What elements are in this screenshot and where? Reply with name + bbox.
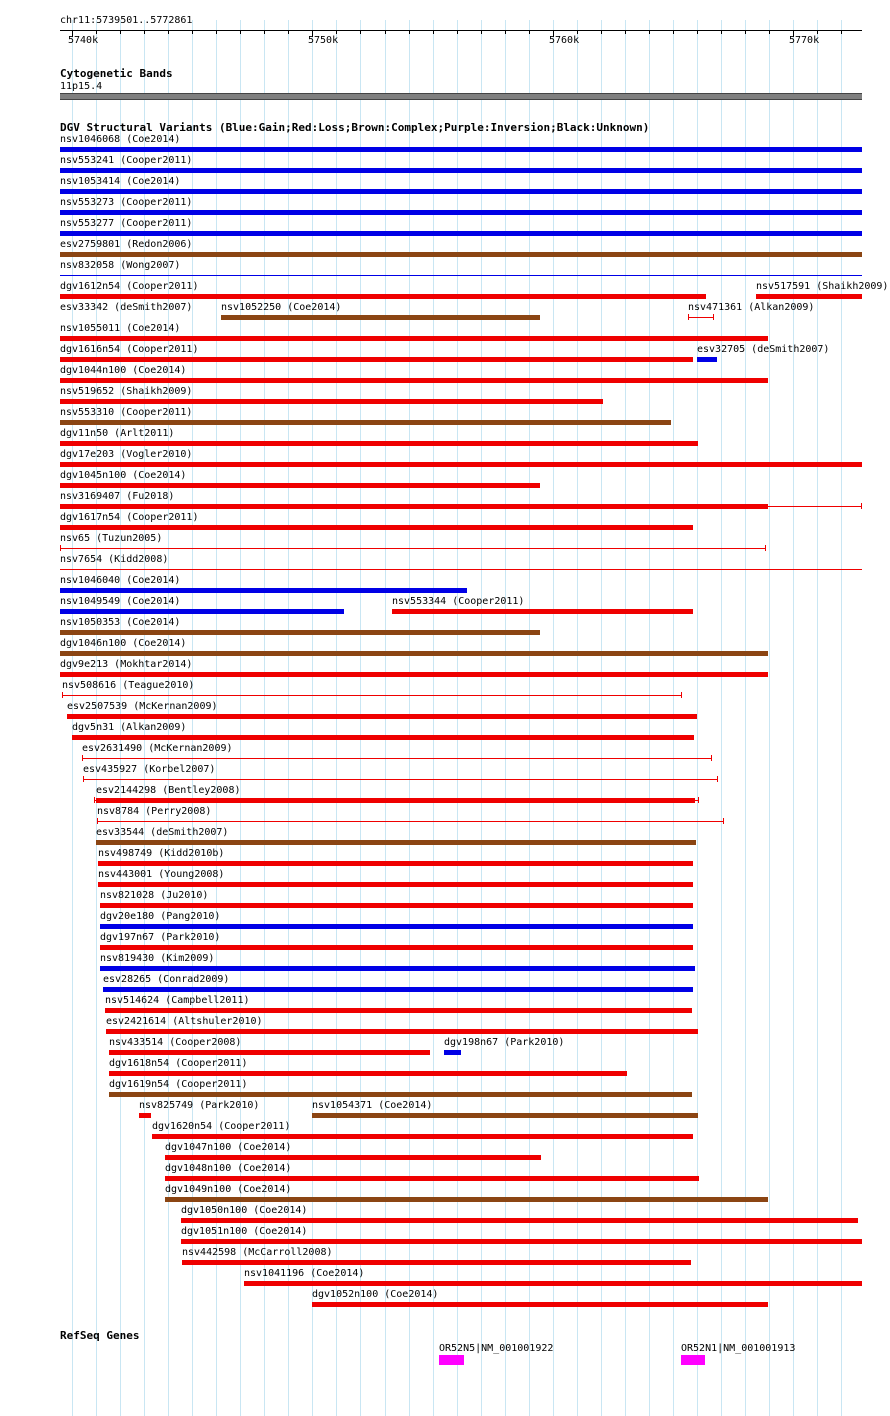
variant-label: nsv553310 (Cooper2011) bbox=[60, 407, 193, 418]
variant-line[interactable] bbox=[60, 275, 862, 276]
variant-label: esv32705 (deSmith2007) bbox=[697, 344, 830, 355]
ruler-minor-tick bbox=[505, 30, 506, 34]
variant-label: nsv821028 (Ju2010) bbox=[100, 890, 209, 901]
ruler-minor-tick bbox=[168, 30, 169, 34]
variant-label: nsv553241 (Cooper2011) bbox=[60, 155, 193, 166]
variant-extension-line bbox=[768, 506, 861, 507]
variant-end-cap bbox=[97, 818, 98, 824]
variant-label: dgv1612n54 (Cooper2011) bbox=[60, 281, 199, 292]
variant-label: dgv198n67 (Park2010) bbox=[444, 1037, 565, 1048]
ruler-minor-tick bbox=[336, 30, 337, 34]
variant-end-cap bbox=[713, 314, 714, 320]
variant-label: esv2507539 (McKernan2009) bbox=[67, 701, 218, 712]
variant-bar[interactable] bbox=[165, 1197, 768, 1202]
variant-label: dgv1046n100 (Coe2014) bbox=[60, 638, 187, 649]
grid-line bbox=[817, 20, 818, 1416]
variant-bar[interactable] bbox=[152, 1134, 693, 1139]
ruler-minor-tick bbox=[144, 30, 145, 34]
variant-label: nsv442598 (McCarroll2008) bbox=[182, 1247, 333, 1258]
variant-bar[interactable] bbox=[100, 966, 695, 971]
ruler-minor-tick bbox=[288, 30, 289, 34]
variant-bar[interactable] bbox=[103, 987, 693, 992]
variant-label: nsv553277 (Cooper2011) bbox=[60, 218, 193, 229]
variant-label: esv2421614 (Altshuler2010) bbox=[106, 1016, 263, 1027]
variant-bar[interactable] bbox=[98, 861, 693, 866]
variant-label: nsv1049549 (Coe2014) bbox=[60, 596, 181, 607]
ruler-tick-label: 5770k bbox=[789, 35, 820, 46]
variant-label: esv435927 (Korbel2007) bbox=[83, 764, 216, 775]
variant-bar[interactable] bbox=[392, 609, 693, 614]
variant-bar[interactable] bbox=[60, 609, 344, 614]
ruler-minor-tick bbox=[481, 30, 482, 34]
variant-bar[interactable] bbox=[139, 1113, 151, 1118]
variant-bar[interactable] bbox=[221, 315, 540, 320]
variant-bar[interactable] bbox=[60, 483, 540, 488]
ruler-minor-tick bbox=[240, 30, 241, 34]
cytoband-name: 11p15.4 bbox=[60, 81, 103, 92]
variant-label: dgv1044n100 (Coe2014) bbox=[60, 365, 187, 376]
ruler-minor-tick bbox=[601, 30, 602, 34]
variant-label: nsv3169407 (Fu2018) bbox=[60, 491, 175, 502]
variant-label: dgv1050n100 (Coe2014) bbox=[181, 1205, 308, 1216]
variant-bar[interactable] bbox=[60, 525, 693, 530]
variant-label: nsv8784 (Perry2008) bbox=[97, 806, 212, 817]
cytoband-track-title: Cytogenetic Bands bbox=[60, 67, 173, 80]
variant-end-cap bbox=[82, 755, 83, 761]
variant-bar[interactable] bbox=[60, 588, 467, 593]
variant-label: dgv17e203 (Vogler2010) bbox=[60, 449, 193, 460]
ruler-tick-label: 5750k bbox=[308, 35, 339, 46]
variant-bar[interactable] bbox=[444, 1050, 461, 1055]
variant-label: dgv1047n100 (Coe2014) bbox=[165, 1142, 292, 1153]
variant-label: nsv1053414 (Coe2014) bbox=[60, 176, 181, 187]
ruler-minor-tick bbox=[192, 30, 193, 34]
ruler-minor-tick bbox=[385, 30, 386, 34]
dgv-track-title: DGV Structural Variants (Blue:Gain;Red:Loss;Brown:Complex;Purple:Inversion;Black:Unknown) bbox=[60, 121, 650, 134]
ruler-minor-tick bbox=[649, 30, 650, 34]
variant-label: dgv1049n100 (Coe2014) bbox=[165, 1184, 292, 1195]
variant-bar[interactable] bbox=[181, 1218, 858, 1223]
variant-label: dgv11n50 (Arlt2011) bbox=[60, 428, 175, 439]
refseq-track-title: RefSeq Genes bbox=[60, 1329, 140, 1342]
variant-end-cap bbox=[711, 755, 712, 761]
variant-end-cap bbox=[717, 776, 718, 782]
variant-bar[interactable] bbox=[60, 189, 862, 194]
variant-label: esv2759801 (Redon2006) bbox=[60, 239, 193, 250]
variant-end-cap bbox=[765, 545, 766, 551]
variant-end-cap bbox=[60, 545, 61, 551]
variant-line[interactable] bbox=[82, 758, 711, 759]
variant-end-cap bbox=[681, 692, 682, 698]
variant-bar[interactable] bbox=[72, 735, 694, 740]
variant-line[interactable] bbox=[62, 695, 681, 696]
variant-label: dgv20e180 (Pang2010) bbox=[100, 911, 221, 922]
variant-bar[interactable] bbox=[109, 1071, 627, 1076]
variant-end-cap bbox=[62, 692, 63, 698]
ruler-minor-tick bbox=[841, 30, 842, 34]
variant-bar[interactable] bbox=[60, 504, 768, 509]
variant-label: nsv498749 (Kidd2010b) bbox=[98, 848, 225, 859]
variant-label: nsv1046068 (Coe2014) bbox=[60, 134, 181, 145]
variant-end-cap bbox=[94, 797, 95, 803]
variant-end-cap bbox=[861, 503, 862, 509]
ruler-minor-tick bbox=[433, 30, 434, 34]
variant-bar[interactable] bbox=[67, 714, 697, 719]
ruler-axis-line bbox=[60, 30, 862, 31]
variant-label: esv2144298 (Bentley2008) bbox=[96, 785, 241, 796]
variant-label: nsv1046040 (Coe2014) bbox=[60, 575, 181, 586]
variant-bar[interactable] bbox=[244, 1281, 862, 1286]
variant-bar[interactable] bbox=[60, 336, 768, 341]
variant-label: dgv1620n54 (Cooper2011) bbox=[152, 1121, 291, 1132]
grid-line bbox=[769, 20, 770, 1416]
variant-label: esv33544 (deSmith2007) bbox=[96, 827, 229, 838]
ruler-minor-tick bbox=[625, 30, 626, 34]
variant-label: dgv9e213 (Mokhtar2014) bbox=[60, 659, 193, 670]
variant-bar[interactable] bbox=[60, 441, 698, 446]
grid-line bbox=[841, 20, 842, 1416]
variant-label: dgv5n31 (Alkan2009) bbox=[72, 722, 187, 733]
gene-feature[interactable] bbox=[681, 1355, 705, 1365]
variant-bar[interactable] bbox=[96, 798, 695, 803]
variant-bar[interactable] bbox=[60, 651, 768, 656]
variant-bar[interactable] bbox=[60, 294, 706, 299]
variant-bar[interactable] bbox=[181, 1239, 862, 1244]
ruler-minor-tick bbox=[216, 30, 217, 34]
variant-label: nsv819430 (Kim2009) bbox=[100, 953, 215, 964]
region-label: chr11:5739501..5772861 bbox=[60, 15, 193, 26]
ruler-minor-tick bbox=[360, 30, 361, 34]
variant-line[interactable] bbox=[60, 548, 765, 549]
variant-bar[interactable] bbox=[106, 1029, 698, 1034]
variant-label: dgv1045n100 (Coe2014) bbox=[60, 470, 187, 481]
variant-bar[interactable] bbox=[100, 924, 693, 929]
ruler-minor-tick bbox=[721, 30, 722, 34]
variant-end-cap bbox=[698, 797, 699, 803]
ruler-minor-tick bbox=[697, 30, 698, 34]
grid-line bbox=[745, 20, 746, 1416]
variant-bar[interactable] bbox=[100, 903, 693, 908]
ruler-tick-label: 5740k bbox=[68, 35, 99, 46]
variant-bar[interactable] bbox=[60, 357, 693, 362]
variant-end-cap bbox=[688, 314, 689, 320]
variant-bar[interactable] bbox=[100, 945, 693, 950]
ruler-minor-tick bbox=[769, 30, 770, 34]
variant-line[interactable] bbox=[688, 317, 713, 318]
variant-label: nsv553273 (Cooper2011) bbox=[60, 197, 193, 208]
variant-bar[interactable] bbox=[60, 672, 768, 677]
variant-bar[interactable] bbox=[60, 252, 862, 257]
variant-bar[interactable] bbox=[60, 231, 862, 236]
variant-bar[interactable] bbox=[98, 882, 693, 887]
ruler-minor-tick bbox=[457, 30, 458, 34]
variant-line[interactable] bbox=[97, 821, 723, 822]
ruler-minor-tick bbox=[409, 30, 410, 34]
variant-bar[interactable] bbox=[60, 147, 862, 152]
variant-label: nsv508616 (Teague2010) bbox=[62, 680, 195, 691]
variant-bar[interactable] bbox=[60, 462, 862, 467]
variant-bar[interactable] bbox=[60, 210, 862, 215]
variant-label: nsv832058 (Wong2007) bbox=[60, 260, 181, 271]
variant-end-cap bbox=[723, 818, 724, 824]
variant-bar[interactable] bbox=[60, 420, 671, 425]
variant-bar[interactable] bbox=[756, 294, 862, 299]
variant-bar[interactable] bbox=[697, 357, 717, 362]
variant-bar[interactable] bbox=[182, 1260, 691, 1265]
ruler-minor-tick bbox=[96, 30, 97, 34]
variant-label: nsv514624 (Campbell2011) bbox=[105, 995, 250, 1006]
variant-end-cap bbox=[83, 776, 84, 782]
variant-bar[interactable] bbox=[165, 1176, 699, 1181]
variant-line[interactable] bbox=[83, 779, 717, 780]
variant-label: dgv1052n100 (Coe2014) bbox=[312, 1289, 439, 1300]
grid-line bbox=[697, 20, 698, 1416]
variant-bar[interactable] bbox=[60, 168, 862, 173]
variant-bar[interactable] bbox=[165, 1155, 541, 1160]
cytoband-bar[interactable] bbox=[60, 93, 862, 100]
variant-label: dgv197n67 (Park2010) bbox=[100, 932, 221, 943]
variant-label: dgv1051n100 (Coe2014) bbox=[181, 1226, 308, 1237]
ruler-tick-label: 5760k bbox=[549, 35, 580, 46]
variant-label: nsv471361 (Alkan2009) bbox=[688, 302, 815, 313]
variant-label: nsv1050353 (Coe2014) bbox=[60, 617, 181, 628]
ruler-minor-tick bbox=[529, 30, 530, 34]
variant-bar[interactable] bbox=[312, 1302, 768, 1307]
variant-label: dgv1617n54 (Cooper2011) bbox=[60, 512, 199, 523]
ruler-minor-tick bbox=[120, 30, 121, 34]
gene-label: OR52N1|NM_001001913 bbox=[681, 1343, 796, 1354]
variant-label: dgv1619n54 (Cooper2011) bbox=[109, 1079, 248, 1090]
variant-label: esv33342 (deSmith2007) bbox=[60, 302, 193, 313]
variant-label: dgv1048n100 (Coe2014) bbox=[165, 1163, 292, 1174]
variant-label: nsv825749 (Park2010) bbox=[139, 1100, 260, 1111]
variant-label: nsv443001 (Young2008) bbox=[98, 869, 225, 880]
grid-line bbox=[721, 20, 722, 1416]
variant-label: esv2631490 (McKernan2009) bbox=[82, 743, 233, 754]
variant-label: nsv1052250 (Coe2014) bbox=[221, 302, 342, 313]
variant-label: nsv7654 (Kidd2008) bbox=[60, 554, 169, 565]
grid-line bbox=[793, 20, 794, 1416]
ruler-minor-tick bbox=[745, 30, 746, 34]
gene-label: OR52N5|NM_001001922 bbox=[439, 1343, 554, 1354]
variant-bar[interactable] bbox=[312, 1113, 698, 1118]
variant-label: nsv519652 (Shaikh2009) bbox=[60, 386, 193, 397]
variant-bar[interactable] bbox=[105, 1008, 692, 1013]
variant-bar[interactable] bbox=[109, 1050, 430, 1055]
variant-label: nsv433514 (Cooper2008) bbox=[109, 1037, 242, 1048]
variant-bar[interactable] bbox=[109, 1092, 692, 1097]
variant-bar[interactable] bbox=[96, 840, 696, 845]
variant-label: dgv1618n54 (Cooper2011) bbox=[109, 1058, 248, 1069]
variant-bar[interactable] bbox=[60, 399, 603, 404]
variant-line[interactable] bbox=[60, 569, 862, 570]
variant-label: nsv1055011 (Coe2014) bbox=[60, 323, 181, 334]
ruler-minor-tick bbox=[673, 30, 674, 34]
variant-label: nsv1041196 (Coe2014) bbox=[244, 1268, 365, 1279]
ruler-minor-tick bbox=[264, 30, 265, 34]
variant-label: nsv553344 (Cooper2011) bbox=[392, 596, 525, 607]
ruler-minor-tick bbox=[577, 30, 578, 34]
ruler-minor-tick bbox=[817, 30, 818, 34]
variant-label: nsv517591 (Shaikh2009) bbox=[756, 281, 889, 292]
variant-label: esv28265 (Conrad2009) bbox=[103, 974, 230, 985]
variant-label: nsv65 (Tuzun2005) bbox=[60, 533, 163, 544]
variant-bar[interactable] bbox=[60, 630, 540, 635]
variant-label: dgv1616n54 (Cooper2011) bbox=[60, 344, 199, 355]
variant-label: nsv1054371 (Coe2014) bbox=[312, 1100, 433, 1111]
variant-bar[interactable] bbox=[60, 378, 768, 383]
gene-feature[interactable] bbox=[439, 1355, 464, 1365]
